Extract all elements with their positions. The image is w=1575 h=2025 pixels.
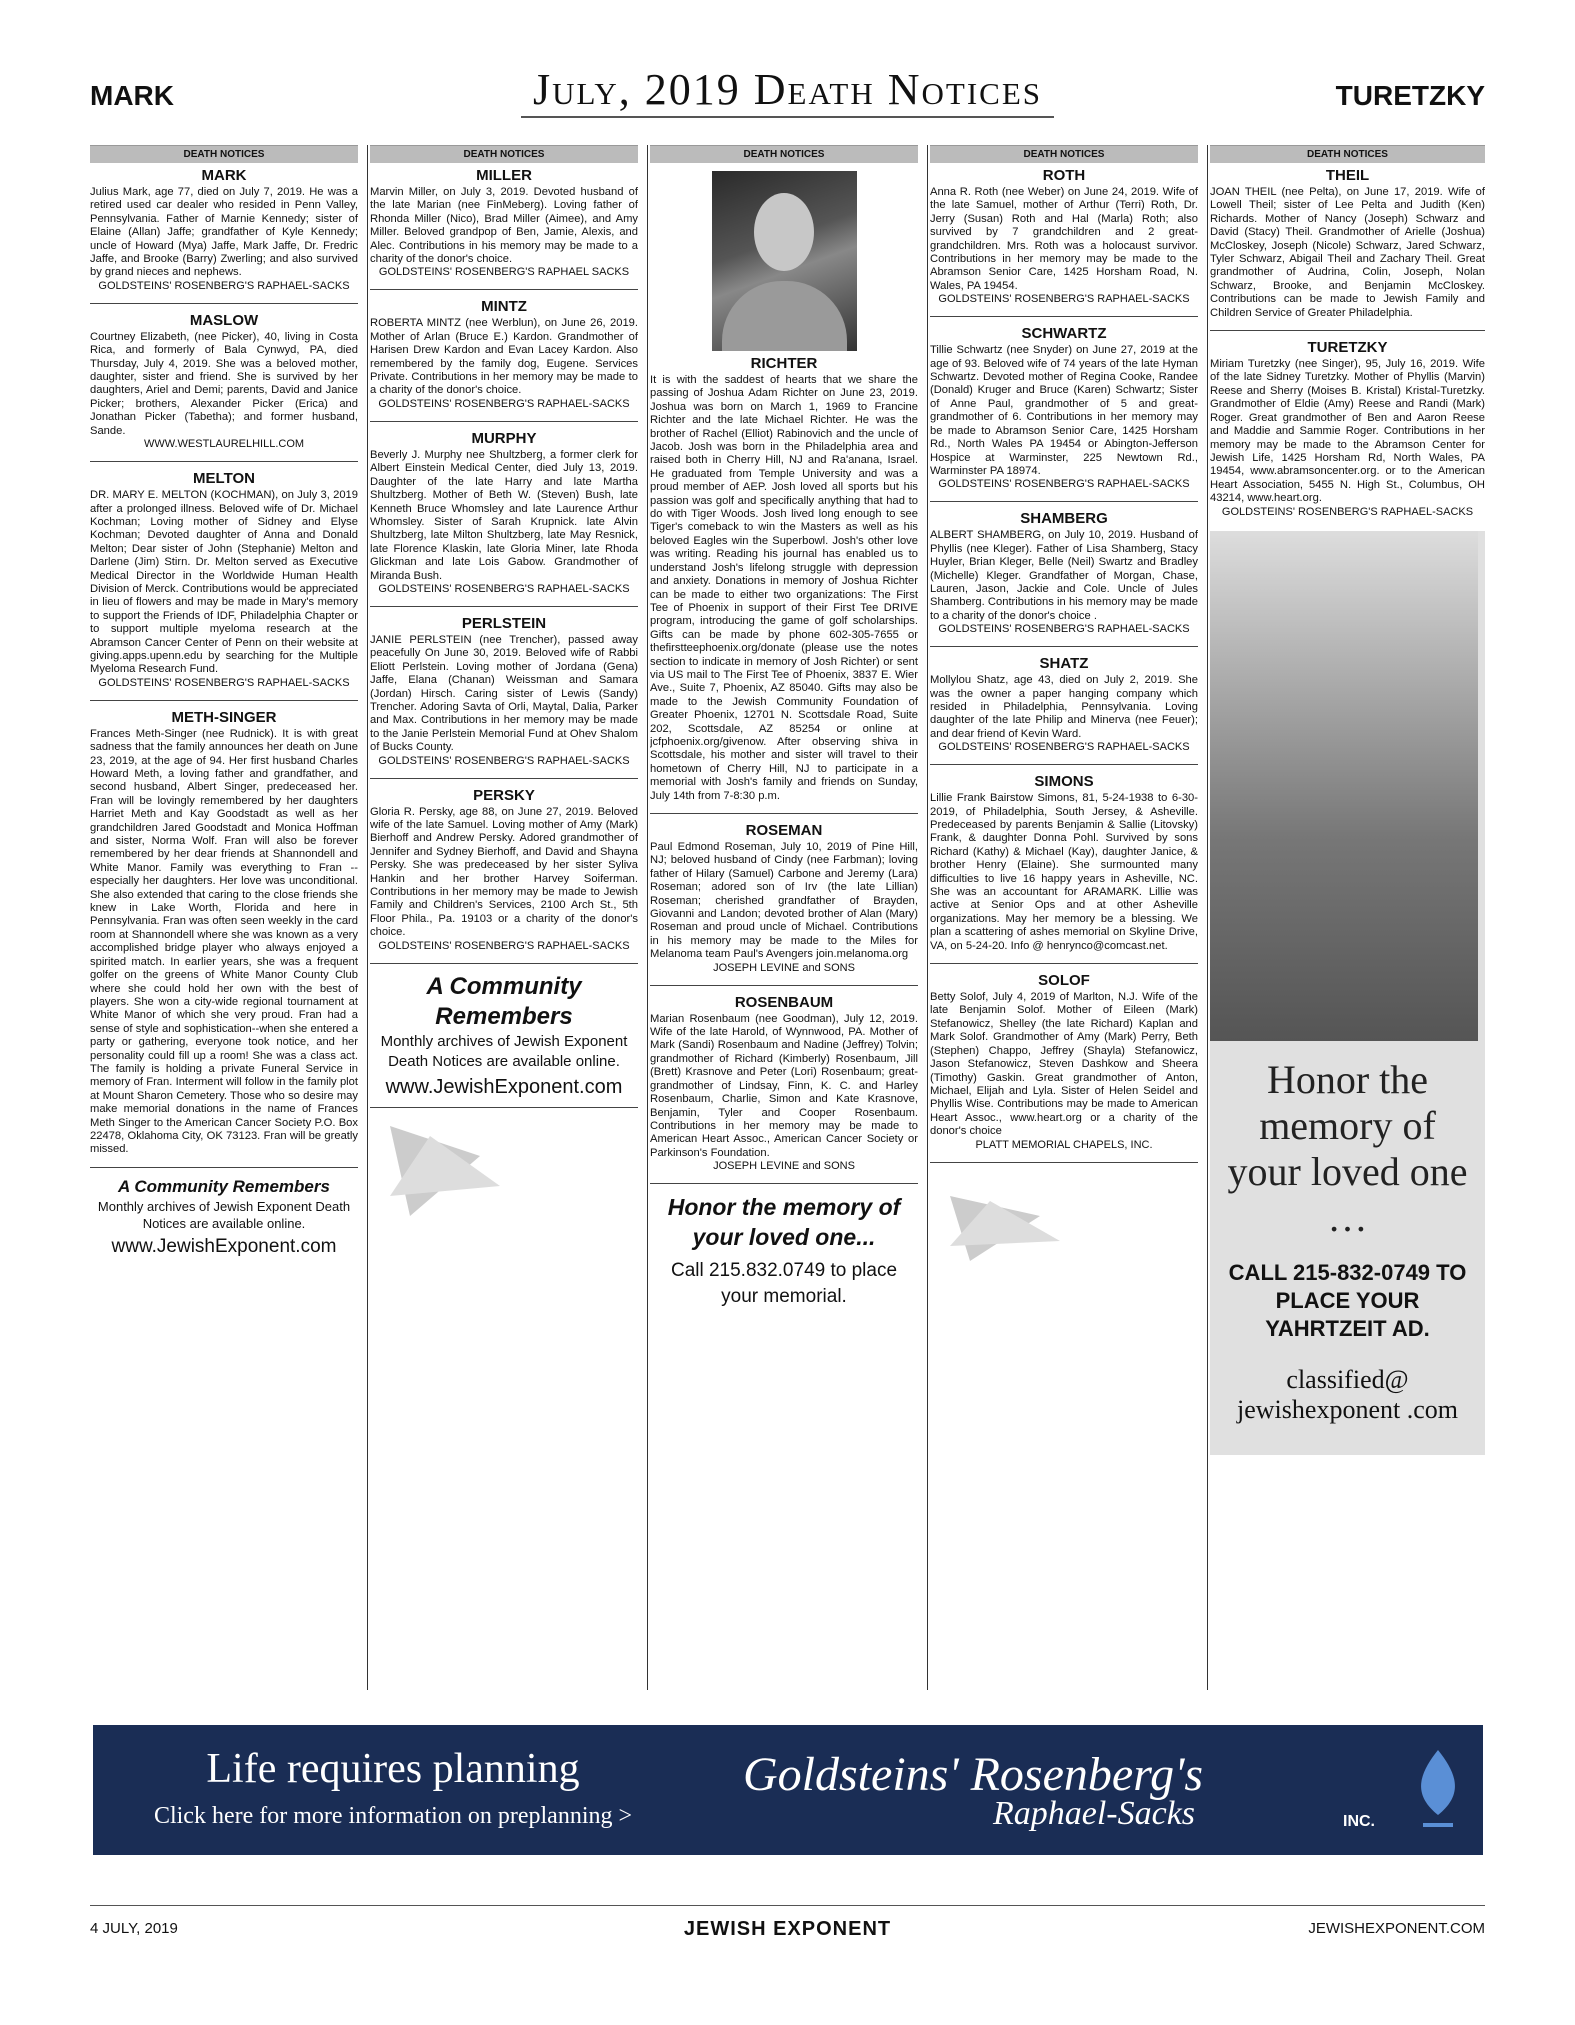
header-left-name: MARK xyxy=(90,80,174,111)
notice-body: Marvin Miller, on July 3, 2019. Devoted husband of the late Marian (nee FinMeberg). Loving father of Rhonda Miller (Nico), Brad Miller (Aimee), and Amy Miller. Beloved grandpop of Ben, Jamie, Alexis, and Alec. Contributions in his memory may be made to a charity of the donor's choice. xyxy=(370,186,638,266)
notice-body: Anna R. Roth (nee Weber) on June 24, 2019. Wife of the late Samuel, mother of Arthur (Terri) Roth, Dr. Jerry (Susan) Roth and Hal (Marla) Roth; also survived by 7 grandchildren and 2 great-grandchildren. Mrs. Roth was a holocaust survivor. Contributions in her memory may be made to the Abramson Senior Care, 1425 Horsham Road, N. Wales, PA 19454. xyxy=(930,186,1198,292)
divider xyxy=(90,700,358,701)
funeral-home: GOLDSTEINS' ROSENBERG'S RAPHAEL-SACKS xyxy=(378,939,630,952)
notice-name: MILLER xyxy=(476,167,532,184)
funeral-home: GOLDSTEINS' ROSENBERG'S RAPHAEL-SACKS xyxy=(938,478,1190,491)
notice-name: PERLSTEIN xyxy=(461,614,547,632)
section-label: DEATH NOTICES xyxy=(930,145,1198,163)
page-header xyxy=(90,60,1485,120)
column-divider xyxy=(927,145,928,1690)
column-4-notices xyxy=(930,167,1198,1152)
funeral-home: JOSEPH LEVINE and SONS xyxy=(713,1160,855,1173)
notice-body: Tillie Schwartz (nee Snyder) on June 27, 2019 at the age of 93. Beloved wife of 74 years of the late Hyman Schwartz. Devoted mother of Regina Cooke, Randee (Donald) Kruger and Bruce (Karen) Schwartz; Sister of Anne Paul, grandmother of 5 and great-grandmother of 6. Contributions in her memory may be made to Abramson Senior Care, 1425 Horsham Rd., North Wales PA 19454 or Abington-Jefferson Hospice at Warminster, 225 Newtown Rd., Warminster PA 18974. xyxy=(930,344,1198,477)
notice-body: ALBERT SHAMBERG, on July 10, 2019. Husband of Phyllis (nee Kleger). Father of Lisa Shamberg, Stacy Huyler, Brian Kleger, Belle (Neil) Swartz and Bradley (Michelle) Kleger. Grandfather of Morgan, Chase, Lauren, Jason, Jackie and Cole. Uncle of Jules Shamberg. Contributions in his memory may be made to a charity of the donor's choice . xyxy=(930,529,1198,622)
column-2 xyxy=(370,145,638,1690)
community-remembers-promo[interactable] xyxy=(370,972,638,1099)
notice-simons xyxy=(930,773,1198,953)
notice-shamberg xyxy=(930,510,1198,636)
promo-title: A Community Remembers xyxy=(118,1176,330,1196)
promo-url[interactable]: www.JewishExponent.com xyxy=(385,1075,623,1098)
photo-shoulders xyxy=(722,281,847,351)
notice-maslow xyxy=(90,312,358,451)
website-url[interactable]: JEWISHEXPONENT.COM xyxy=(1308,1920,1485,1937)
divider xyxy=(370,606,638,607)
section-label: DEATH NOTICES xyxy=(90,145,358,163)
funeral-home: GOLDSTEINS' ROSENBERG'S RAPHAEL-SACKS xyxy=(1221,505,1474,518)
notice-mark xyxy=(90,167,358,293)
notice-name: ROSEMAN xyxy=(745,822,823,839)
funeral-home: GOLDSTEINS' ROSENBERG'S RAPHAEL-SACKS xyxy=(938,293,1190,306)
divider xyxy=(1210,330,1485,331)
divider xyxy=(930,764,1198,765)
honor-memory-promo[interactable] xyxy=(650,1192,918,1310)
ad-text xyxy=(1210,1041,1485,1455)
notice-schwartz xyxy=(930,325,1198,491)
column-divider xyxy=(1207,145,1208,1690)
notice-turetzky xyxy=(1210,339,1485,518)
funeral-home: GOLDSTEINS' ROSENBERG'S RAPHAEL-SACKS xyxy=(378,397,630,410)
ad-call-text: CALL 215-832-0749 TO PLACE YOUR YAHRTZEIT AD. xyxy=(1228,1259,1467,1341)
notice-name: MASLOW xyxy=(189,311,259,329)
notices-columns xyxy=(90,145,1485,1690)
divider xyxy=(370,421,638,422)
column-1-notices xyxy=(90,167,358,1157)
column-5 xyxy=(1210,145,1485,1690)
column-divider xyxy=(647,145,648,1690)
column-3 xyxy=(650,145,918,1690)
publication-name: JEWISH EXPONENT xyxy=(683,1918,892,1940)
notice-body: ROBERTA MINTZ (nee Werblun), on June 26, 2019. Mother of Arlan (Bruce E.) Kardon. Grandmother of Harisen Drew Kardon and Evan Lacey Kardon. Also remembered by the family dog, Eugene. Services Private. Contributions in her memory may be made to a charity of the donor's choice. xyxy=(370,317,638,397)
notice-body: Marian Rosenbaum (nee Goodman), July 12, 2019. Wife of the late Harold, of Wynnwood, PA. Mother of Mark (Sandi) Rosenbaum and Nadine (Jeffrey) Tolvin; grandmother of Richard (Kimberly) Rosenbaum, Jill (Brett) Krasnove and Peter (Lori) Rosenbaum; great-grandmother of Lindsay, Finn, K. C. and Harley Rosenbaum, Charlie, Simon and Kate Krasnove, Benjamin, Tyler and Cooper Rosenbaum. Contributions in her memory may be made to American Heart Assoc., American Cancer Society or Parkinson's Foundation. xyxy=(650,1012,918,1159)
notice-body: Lillie Frank Bairstow Simons, 81, 5-24-1938 to 6-30-2019, of Philadelphia, South Jersey, & Asheville. Predeceased by parents Benjamin & Sallie (Litovsky) Frank, & daughter Donna Pohl. Survived by sons Richard (Kathy) & Michael (Kay), daughter Janice, & brother Henry (Elaine). She surmounted many difficulties to live 16 happy years in Asheville, NC. She was an accountant for ARAMARK. Lillie was active at Senior Ops and at other Asheville organizations. May her memory be a blessing. We plan a scattering of ashes memorial on Skyline Drive, VA, on 5-24-20. Info @ henrynco@comcast.net. xyxy=(930,792,1198,952)
logo-inc: INC. xyxy=(1343,1813,1375,1830)
page-title-text: July, 2019 Death Notices xyxy=(521,65,1054,118)
notice-name: MURPHY xyxy=(471,429,537,447)
notice-name: SCHWARTZ xyxy=(1021,325,1107,343)
portrait-photo xyxy=(712,171,857,351)
notice-body: Frances Meth-Singer (nee Rudnick). It is with great sadness that the family announces her death on June 23, 2019, at the age of 94. Her first husband Charles Howard Meth, a loving father and grandfather, and second husband, Albert Singer, predeceased her. Fran will be lovingly remembered by her daughters Harriet Meth and Kay Goodstadt as well as her grandchildren Jared Goodstadt and Monica Hoffman and sister, Norma Wolf. Fran will also be forever remembered by her dear friends at Shannondell and White Manor. Family was everything to Fran -- especially her daughters. Her love was unconditional. She also extended that caring to the close friends she knew in Lake Worth, Florida and here in Pennsylvania. Fran was often seen weekly in the card room at Shannondell where she was known as a very accomplished bridge player who always enjoyed a spirited match. In earlier years, she was a frequent golfer on the greens of White Manor County Club where she could hold her own with the best of players. She won a city-wide regional tournament at White Manor of which she very proud. Fran had a sense of style and sophistication--when she entered a party or gathering, everyone took notice, and her personality could fill up a room! She was a class act. The family is holding a private Funeral Service in memory of Fran. Interment will follow in the family plot at Mount Sharon Cemetery. Those who so desire may make memorial donations in the name of Frances Meth Singer to the American Cancer Society P.O. Box 22478, Oklahoma City, OK 73123. Fran will be greatly missed. xyxy=(90,727,358,1156)
notice-name: SHAMBERG xyxy=(1020,510,1108,528)
promo-title: Honor the memory of your loved one... xyxy=(667,1194,901,1251)
divider xyxy=(650,813,918,814)
notice-name: ROTH xyxy=(1042,167,1086,184)
notice-body: JANIE PERLSTEIN (nee Trencher), passed away peacefully On June 30, 2019. Beloved wife of Rabbi Eliott Perlstein. Loving mother of Jordana (Gena) Jaffe, Elana (Chanan) Weissman and Samara (Jordan) Hirsch. Caring sister of Lewis (Sandy) Trencher. Adoring Savta of Orli, Maytal, Dalia, Parker and Max. Contributions in her memory may be made to the Janie Perlstein Memorial Fund at Ohev Shalom of Bucks County. xyxy=(370,633,638,754)
divider xyxy=(90,303,358,304)
community-remembers-promo[interactable] xyxy=(90,1176,358,1258)
promo-url[interactable]: www.JewishExponent.com xyxy=(111,1235,337,1257)
ad-honor-text: Honor the memory of your loved one … xyxy=(1227,1056,1468,1240)
divider xyxy=(650,985,918,986)
promo-text: Monthly archives of Jewish Exponent Death Notices are available online. xyxy=(380,1032,628,1070)
photo-face xyxy=(754,193,814,271)
notice-melton xyxy=(90,470,358,690)
banner-headline: Life requires planning xyxy=(206,1746,580,1792)
notice-body: Betty Solof, July 4, 2019 of Marlton, N.J. Wife of the late Benjamin Solof. Mother of Eileen (Mark) Stefanowicz, Shelley (the late Richard) Kaplan and Mark Solof. Grandmother of Amy (Mark) Perry, Beth (Stephen) Chappo, Jeffrey (Shayla) Stefanowicz, Jason Stefanowicz, Steven Dashkow and Sheera (Timothy) Gaskin. Great grandmother of Anton, Michael, Elijah and Lyla. Sister of Helen Seidel and Phyllis Wise. Contributions may be made to American Heart Assoc., www.heart.org or a charity of the donor's choice xyxy=(930,991,1198,1138)
notice-perlstein xyxy=(370,615,638,768)
ad-email-text[interactable]: classified@ jewishexponent .com xyxy=(1237,1364,1458,1424)
notice-name: PERSKY xyxy=(473,786,535,804)
column-1 xyxy=(90,145,358,1690)
notice-body: Courtney Elizabeth, (nee Picker), 40, living in Costa Rica, and formerly of Bala Cynwyd, PA, died Thursday, July 4, 2019. She was a beloved mother, daughter, sister and friend. She is survived by her daughters, Ariel and Demi; parents, David and Janice Picker; brothers, Alexander Picker (Erica) and Jonathan Picker (Tabetha); and former husband, Sande. xyxy=(90,330,358,437)
promo-text: Monthly archives of Jewish Exponent Death Notices are available online. xyxy=(97,1198,351,1231)
star-of-david-icon xyxy=(370,1116,510,1226)
promo-title: A Community Remembers xyxy=(426,972,582,1030)
divider xyxy=(370,963,638,964)
funeral-home: GOLDSTEINS' ROSENBERG'S RAPHAEL SACKS xyxy=(378,266,630,279)
divider xyxy=(930,501,1198,502)
notice-name: SOLOF xyxy=(1038,972,1090,990)
notice-body: Julius Mark, age 77, died on July 7, 2019. He was a retired used car dealer who resided in Penn Valley, Pennsylvania. Father of Marnie Kennedy; sister of Elaine (Allan) Jaffe; grandfather of Kyle Kennedy; uncle of Howard (Mya) Jaffe, Mark Jaffe, Dr. Fredric Jaffe, and Brooke (Barry) Zwerling; and also survived by grand nieces and nephews. xyxy=(90,186,358,279)
yahrtzeit-ad[interactable] xyxy=(1210,531,1485,1455)
funeral-home: GOLDSTEINS' ROSENBERG'S RAPHAEL-SACKS xyxy=(938,741,1190,754)
notice-body: DR. MARY E. MELTON (KOCHMAN), on July 3, 2019 after a prolonged illness. Beloved wife of Dr. Michael Kochman; Loving mother of Sidney and Elyse Kochman; Devoted daughter of Anna and Donald Melton; Dear sister of John (Stephanie) Melton and Darlene (Jim) Stirn. Dr. Melton served as Executive Medical Director in the Worldwide Human Health Division of Merck. Contributions would be appreciated in lieu of flowers and may be made in Mary's memory to support the Friends of IDF, Philadelphia Chapter or to support multiple myeloma research at the Abramson Cancer Center of Penn on their website at giving.apps.upenn.edu by searching for the Multiple Myeloma Research Fund. xyxy=(90,489,358,676)
divider xyxy=(650,1183,918,1184)
notice-shatz xyxy=(930,655,1198,754)
notice-meth-singer xyxy=(90,709,358,1157)
page-number-date: 4 JULY, 2019 xyxy=(90,1920,178,1937)
divider xyxy=(930,963,1198,964)
section-label: DEATH NOTICES xyxy=(370,145,638,163)
funeral-home: GOLDSTEINS' ROSENBERG'S RAPHAEL-SACKS xyxy=(98,676,350,689)
promo-text: Call 215.832.0749 to place your memorial. xyxy=(670,1260,898,1308)
preplanning-banner-ad[interactable] xyxy=(93,1725,1483,1855)
divider xyxy=(930,646,1198,647)
notice-name: MELTON xyxy=(193,470,255,488)
notice-name: MINTZ xyxy=(481,298,527,316)
notice-body: JOAN THEIL (nee Pelta), on June 17, 2019. Wife of Lowell Theil; sister of Lee Pelta and Judith (Ken) Richards. Mother of Nancy (Joseph) Schwarz and David (Stacy) Theil. Grandmother of Arielle (Joshua) McCloskey, Joseph (Nicole) Schwarz, Jared Schwarz, Tyler Schwarz, Abigail Theil and Zachary Theil. Great grandmother of Audrina, Colin, Joseph, Nolan Schwarz, Brooke, and Benjamin McCloskey. Contributions can be made to Jewish Family and Children Service of Greater Philadelphia. xyxy=(1210,186,1485,319)
notice-miller xyxy=(370,167,638,279)
funeral-home-logo-line2: Raphael-Sacks xyxy=(993,1795,1196,1832)
banner-link[interactable]: Click here for more information on preplanning > xyxy=(153,1803,633,1829)
notice-name: SHATZ xyxy=(1039,655,1089,673)
notice-richter xyxy=(650,355,918,803)
divider xyxy=(370,1107,638,1108)
notice-name: METH-SINGER xyxy=(171,708,277,726)
column-5-notices xyxy=(1210,167,1485,519)
notice-body: Gloria R. Persky, age 88, on June 27, 2019. Beloved wife of the late Samuel. Loving mother of Amy (Mark) Bierhoff and Andrew Persky. Adored grandmother of Jennifer and Sydney Bierhoff, and David and Shayna Persky. She was predeceased by her sister Syliva Hankin and her brother Harvey Soiferman. Contributions in her memory may be made to Jewish Family and Children's Services, 2100 Arch St., 5th Floor Phila., Pa. 19103 or a charity of the donor's choice. xyxy=(370,805,638,939)
notice-persky xyxy=(370,787,638,953)
notice-body: Miriam Turetzky (nee Singer), 95, July 16, 2019. Wife of the late Sidney Turetzky. Mother of Phyllis (Marvin) Reese and Sherry (Moises B. Kristal) Kristal-Turetzky. Grandmother of Eldie (Amy) Reese and Randi (Mark) Roger. Great grandmother of Ben and Aaron Reese and Maddie and Sammie Roger. Contributions in her memory may be made to the Abramson Center for Jewish Life, 1425 Horsham Rd, North Wales, PA 19454, www.abramsoncenter.org. or to the American Heart Association, 5455 N. High St., Columbus, OH 43214, www.heart.org. xyxy=(1210,358,1485,505)
notice-murphy xyxy=(370,430,638,596)
column-4 xyxy=(930,145,1198,1690)
funeral-home: WWW.WESTLAURELHILL.COM xyxy=(143,438,305,451)
column-2-notices xyxy=(370,167,638,953)
notice-name: RICHTER xyxy=(750,355,818,372)
notice-body: Mollylou Shatz, age 43, died on July 2, 2019. She was the owner a paper hanging company which resided in Philadelphia, Pennsylvania. Loving daughter of the late Philip and Minerva (nee Feuer); and dear friend of Kevin Ward. xyxy=(930,674,1198,740)
western-wall-photo xyxy=(1210,531,1478,1041)
notice-name: ROSENBAUM xyxy=(734,993,834,1011)
notice-solof xyxy=(930,972,1198,1151)
star-of-david-icon xyxy=(930,1171,1070,1281)
notice-body: Beverly J. Murphy nee Shultzberg, a former clerk for Albert Einstein Medical Center, died July 13, 2019. Daughter of the late Harry and late Martha Shultzberg. Mother of Beth W. (Steven) Bush, late Kenneth Bruce Whomsley and late Laurence Arthur Whomsley. Sister of Sarah Krupnick. late Alvin Shultzberg, late Milton Shultzberg, late May Resnick, late Florence Klaskin, late Gloria Miner, late Rhoda Glickman and late Lois Gabow. Grandmother of Miranda Bush. xyxy=(370,448,638,582)
notice-body: It is with the saddest of hearts that we share the passing of Joshua Adam Richter on June 23, 2019. Joshua was born on March 1, 1969 to Francine Richter and the late Michael Richter. He was the brother of Rachel (Elliot) Rabinovich and the uncle of Jacob. Josh was born in the Philadelphia area and raised both in Cherry Hill, NJ and Ra'anana, Israel. He graduated from Temple University and was a proud member of AEP. Josh loved all sports but his passion was golf and specifically anything that had to do with Tiger Woods. Josh lived long enough to see Tiger's comeback to win the Masters as well as his beloved Eagles win the Superbowl. Josh's other love was writing. Reading his journal has enabled us to understand Josh's lifelong struggle with depression and anxiety. Donations in memory of Joshua Richter can be made to either two organizations: The First Tee of Phoenix in support of their First Tee DRIVE program, introducing the game of golf scholarships. Gifts can be made by phone 602-305-7655 or thefirstteephoenix.org/donate (please use the notes section to indicate in memory of Josh Richter) or sent via US mail to The First Tee of Phoenix, 3837 E. Wier Ave., Suite 7, Phoenix, AZ 85040. Gifts may also be made to the Jewish Community Foundation of Greater Phoenix, 12701 N. Scottsdale Road, Suite 202, Scottsdale, AZ 85254 or online at jcfphoenix.org/givenow. After observing shiva in Scottsdale, his mother and sister will travel to their hometown of Cherry Hill, NJ to participate in a memorial with Josh's family and friends on Sunday, July 14th from 7-8:30 p.m. xyxy=(650,374,918,802)
divider xyxy=(90,1167,358,1168)
notice-roth xyxy=(930,167,1198,306)
funeral-home: GOLDSTEINS' ROSENBERG'S RAPHAEL-SACKS xyxy=(938,623,1190,636)
notice-roseman xyxy=(650,822,918,975)
divider xyxy=(370,289,638,290)
notice-name: TURETZKY xyxy=(1307,339,1388,357)
page-footer xyxy=(90,1905,1485,1946)
column-3-notices xyxy=(650,355,918,1173)
notice-name: SIMONS xyxy=(1034,773,1094,791)
funeral-home: JOSEPH LEVINE and SONS xyxy=(713,961,855,974)
notice-mintz xyxy=(370,298,638,410)
flame-icon xyxy=(1403,1745,1473,1835)
section-label: DEATH NOTICES xyxy=(1210,145,1485,163)
divider xyxy=(930,316,1198,317)
header-right-name: TURETZKY xyxy=(1335,80,1485,111)
section-label: DEATH NOTICES xyxy=(650,145,918,163)
divider xyxy=(930,1162,1198,1163)
funeral-home: GOLDSTEINS' ROSENBERG'S RAPHAEL-SACKS xyxy=(378,582,630,595)
notice-theil xyxy=(1210,167,1485,320)
funeral-home: GOLDSTEINS' ROSENBERG'S RAPHAEL-SACKS xyxy=(98,279,350,292)
funeral-home-logo: Goldsteins' Rosenberg's xyxy=(743,1748,1204,1801)
notice-body: Paul Edmond Roseman, July 10, 2019 of Pine Hill, NJ; beloved husband of Cindy (nee Farbman); loving father of Hilary (Samuel) Carbone and Jeremy (Lara) Roseman; adored son of Irv (the late Lillian) Roseman; cherished grandfather of Brayden, Giovanni and Landon; devoted brother of Alan (Mary) Roseman and proud uncle of Michael. Contributions in his memory may be made to the Miles for Melanoma team Paul's Avengers join.melanoma.org xyxy=(650,841,918,961)
divider xyxy=(370,778,638,779)
notice-rosenbaum xyxy=(650,994,918,1173)
funeral-home: PLATT MEMORIAL CHAPELS, INC. xyxy=(975,1138,1153,1151)
notice-name: THEIL xyxy=(1325,167,1370,184)
page-title xyxy=(90,64,1485,115)
divider xyxy=(90,461,358,462)
column-divider xyxy=(367,145,368,1690)
notice-name: MARK xyxy=(201,167,247,184)
funeral-home: GOLDSTEINS' ROSENBERG'S RAPHAEL-SACKS xyxy=(378,754,630,767)
